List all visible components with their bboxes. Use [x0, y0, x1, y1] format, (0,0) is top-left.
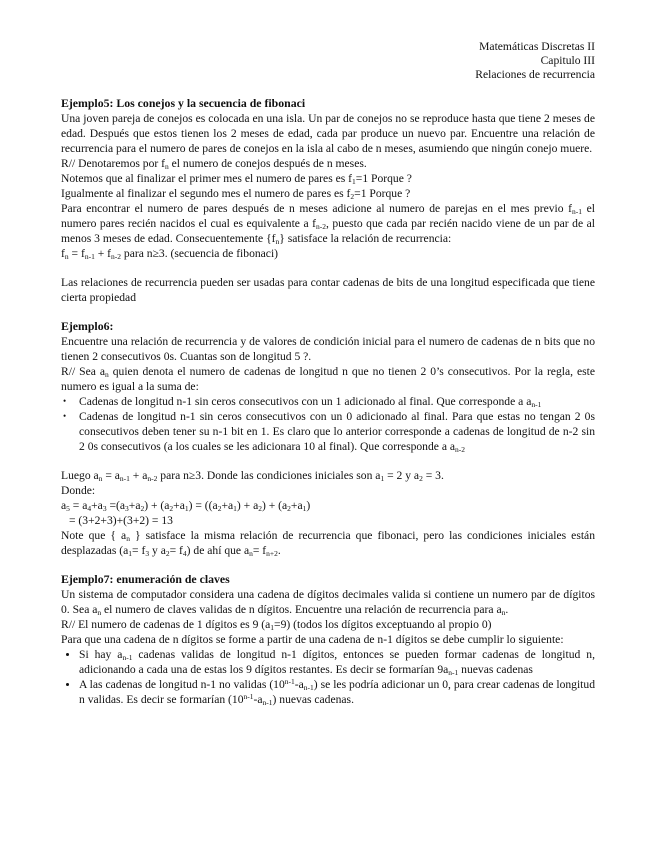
- list-item: • Cadenas de longitud n-1 sin ceros consecutivos con un 1 adicionado al final. Que corresponde a $a_{n-1}$: [79, 394, 595, 409]
- example-7-title: Ejemplo7: enumeración de claves: [61, 572, 230, 586]
- list-item: • A las cadenas de longitud n-1 no validas $(10^{n-1}-a_{n-1})$ se les podría adicionar un 0, para crear cadenas de longitud n validas. Es decir se formarían $(10^{n-1}-a_{n-1})$ nuevas cadenas.: [79, 677, 595, 707]
- example-6-list: [61, 394, 595, 454]
- list-item: • Cadenas de longitud n-1 sin ceros consecutivos con un 0 adicionado al final. Para que estas no tengan 2 0s consecutivos deben tener su n-1 bit en 1. Es claro que lo anterior corresponde a cadenas de longitud de n-2 sin 2 0s consecutivos (a los cuales se les adicionara 10 al final). Que corresponde a $a_{n-2}$: [79, 409, 595, 454]
- page-header: [61, 40, 595, 82]
- example-5-explanation: Para encontrar el numero de pares después de n meses adicione al numero de parejas en el mes previo $f_{n-1}$ el numero pares recién nacidos el cual es equivalente a $f_{n-2}$, puesto que cada par recién nacido viene de un par de al menos 3 meses de edad. Consecuentemente $\{f_n\}$ satisface la relación de recurrencia:: [61, 202, 595, 246]
- example-6-result: = (3+2+3)+(3+2) = 13: [69, 514, 173, 527]
- example-6-title: Ejemplo6:: [61, 319, 114, 333]
- header-topic: Relaciones de recurrencia: [475, 68, 595, 81]
- header-chapter: Capitulo III: [540, 54, 595, 67]
- example-6: [61, 319, 595, 558]
- example-5-answer-line: R// Denotaremos por $f_n$ el numero de conejos después de n meses.: [61, 157, 367, 171]
- example-7-statement: Un sistema de computador considera una cadena de dígitos decimales valida si contiene un numero par de dígitos 0. Sea $a_n$ el numero de claves validas de n dígitos. Encuentre una relación de recurrencia para $a_n$.: [61, 588, 595, 617]
- example-5-first-month: Notemos que al finalizar el primer mes el numero de pares es $f_1=1$ Porque ?: [61, 172, 412, 186]
- example-6-statement: Encuentre una relación de recurrencia y de valores de condición inicial para el numero de cadenas de n bits que no tienen 2 consecutivos 0s. Cuantas son de longitud 5 ?.: [61, 335, 595, 363]
- example-5: [61, 96, 595, 261]
- intro-paragraph: Las relaciones de recurrencia pueden ser usadas para contar cadenas de bits de una longitud especificada que tiene cierta propiedad: [61, 276, 595, 304]
- example-6-donde: Donde:: [61, 484, 96, 497]
- example-5-formula: $f_n = f_{n-1} + f_{n-2}$ para n≥3. (secuencia de fibonaci): [61, 247, 279, 261]
- example-7-answer: R// El numero de cadenas de 1 dígitos es 9 $(a_1=9)$ (todos los dígitos exceptuando al propio 0): [61, 618, 492, 632]
- example-6-answer: R// Sea $a_n$ quien denota el numero de cadenas de longitud n que no tienen 2 0’s consecutivos. Por la regla, este numero es igual a la suma de:: [61, 365, 596, 393]
- example-6-recurrence: Luego $a_n = a_{n-1} + a_{n-2}$ para n≥3. Donde las condiciones iniciales son $a_1 = 2$ y $a_2 = 3$.: [61, 469, 444, 483]
- example-5-title: Ejemplo5: Los conejos y la secuencia de fibonaci: [61, 96, 306, 110]
- example-7-condition: Para que una cadena de n dígitos se forme a partir de una cadena de n-1 dígitos se debe cumplir lo siguiente:: [61, 633, 564, 646]
- example-7-list: [61, 647, 595, 707]
- example-6-note: Note que { $a_n$ } satisface la misma relación de recurrencia que fibonaci, pero las condiciones iniciales están desplazadas ($a_1= f_3$ y $a_2= f_4$) de ahí que $a_n= f_{n+2}$.: [61, 529, 596, 558]
- example-5-statement: Una joven pareja de conejos es colocada en una isla. Un par de conejos no se reproduce hasta que tiene 2 meses de edad. Después que estos tienen los 2 meses de edad, cada par produce un nuevo par. Encuentre una relación de recurrencia para el numero de pares de conejos en la isla al cabo de n meses, asumiendo que ningún conejo muere.: [61, 112, 595, 155]
- example-6-equation: $a_5 = a_4+a_3 =(a_3+a_2) + (a_2+a_1) = ((a_2+a_1) + a_2) + (a_2+a_1)$: [61, 499, 311, 513]
- list-item: • Si hay $a_{n-1}$ cadenas validas de longitud n-1 dígitos, entonces se pueden formar cadenas de longitud n, adicionando a cada una de estas los 9 dígitos restantes. Es decir se formarían $9a_{n-1}$ nuevas cadenas: [79, 647, 595, 677]
- example-7: [61, 572, 595, 707]
- example-5-second-month: Igualmente al finalizar el segundo mes el numero de pares es $f_2=1$ Porque ?: [61, 187, 411, 201]
- document-page: [61, 40, 595, 707]
- header-course: Matemáticas Discretas II: [479, 40, 595, 53]
